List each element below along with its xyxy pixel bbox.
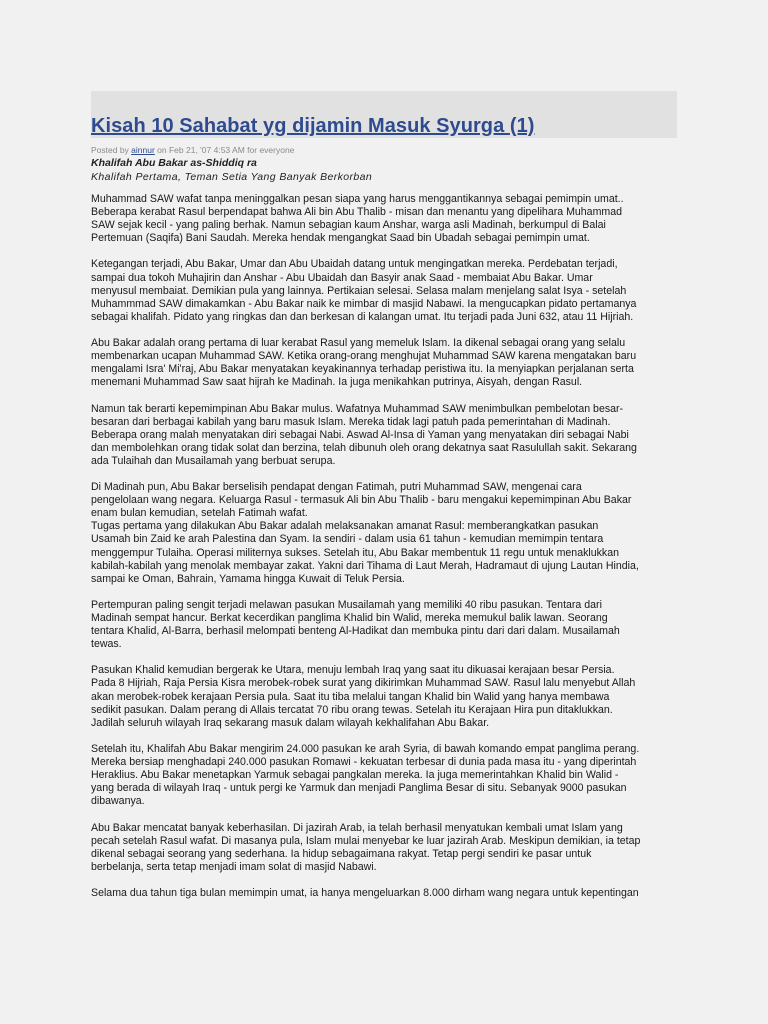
paragraph: Selama dua tahun tiga bulan memimpin umat, ia hanya mengeluarkan 8.000 dirham wang negara untuk kepentingan (91, 886, 639, 899)
post-date: on Feb 21, '07 4:53 AM for everyone (154, 145, 295, 155)
post-meta (91, 145, 294, 155)
paragraph: Di Madinah pun, Abu Bakar berselisih pendapat dengan Fatimah, putri Muhammad SAW, mengenai cara pengelolaan wang negara. Keluarga Rasul - termasuk Ali bin Abu Thalib - baru mengakui kepemimpinan Abu Bakar enam bulan kemudian, setelah Fatimah wafat. Tugas pertama yang dilakukan Abu Bakar adalah melaksanakan amanat Rasul: memberangkatkan pasukan Usamah bin Zaid ke arah Palestina dan Syam. Ia sendiri - dalam usia 61 tahun - kemudian memimpin tentara menggempur Tulaiha. Operasi militernya sukses. Setelah itu, Abu Bakar membentuk 11 regu untuk menaklukkan kabilah-kabilah yang menolak membayar zakat. Yakni dari Tihama di Laut Merah, Hadramaut di ujung Lautan Hindia, sampai ke Oman, Bahrain, Yamama hingga Kuwait di Teluk Persia. (91, 481, 639, 585)
article-subtitle: Khalifah Abu Bakar as-Shiddiq ra (91, 157, 257, 169)
paragraph: Abu Bakar adalah orang pertama di luar kerabat Rasul yang memeluk Islam. Ia dikenal sebagai orang yang selalu membenarkan ucapan Muhammad SAW. Ketika orang-orang menghujat Muhammad SAW karena mengatakan baru mengalami Isra' Mi'raj, Abu Bakar menyatakan keyakinannya terhadap peristiwa itu. Ia menyiapkan perjalanan serta menemani Muhammad Saw saat hijrah ke Madinah. Ia juga menikahkan putrinya, Aisyah, dengan Rasul. (91, 337, 637, 389)
author-link[interactable]: ainnur (131, 145, 155, 155)
article-tagline: Khalifah Pertama, Teman Setia Yang Banyak Berkorban (91, 171, 373, 183)
article-title[interactable]: Kisah 10 Sahabat yg dijamin Masuk Syurga (1) (91, 115, 535, 137)
paragraph: Abu Bakar mencatat banyak keberhasilan. Di jazirah Arab, ia telah berhasil menyatukan kembali umat Islam yang pecah setelah Rasul wafat. Di masanya pula, Islam mulai menyebar ke luar jazirah Arab. Meskipun demikian, ia tetap dikenal sebagai seorang yang sederhana. Ia hidup sebagaimana rakyat. Tetap pergi sendiri ke pasar untuk berbelanja, serta tetap menjadi imam solat di masjid Nabawi. (91, 821, 641, 873)
paragraph: Pertempuran paling sengit terjadi melawan pasukan Musailamah yang memiliki 40 ribu pasukan. Tentara dari Madinah sempat hancur. Berkat kecerdikan panglima Khalid bin Walid, mereka memukul balik lawan. Seorang tentara Khalid, Al-Barra, berhasil melompati benteng Al-Hadikat dan membuka pintu dari dari dalam. Musailamah tewas. (91, 598, 620, 651)
posted-by-label: Posted by (91, 145, 132, 155)
paragraph: Muhammad SAW wafat tanpa meninggalkan pesan siapa yang harus menggantikannya sebagai pemimpin umat.. Beberapa kerabat Rasul berpendapat bahwa Ali bin Abu Thalib - misan dan menantu yang dipelihara Muhammad SAW sejak kecil - yang paling berhak. Namun sebagian kaum Anshar, warga asli Madinah, berkumpul di Balai Pertemuan (Saqifa) Bani Saudah. Mereka hendak mengangkat Saad bin Ubadah sebagai pemimpin umat. (91, 193, 624, 245)
article-body (91, 193, 683, 913)
paragraph: Setelah itu, Khalifah Abu Bakar mengirim 24.000 pasukan ke arah Syria, di bawah komando empat panglima perang. Mereka bersiap menghadapi 240.000 pasukan Romawi - kekuatan terbesar di dunia pada masa itu - yang diperintah Heraklius. Abu Bakar menetapkan Yarmuk sebagai pangkalan mereka. Ia juga memerintahkan Khalid bin Walid - yang berada di wilayah Iraq - untuk pergi ke Yarmuk dan menjadi Panglima Besar di situ. Sebanyak 9000 pasukan dibawanya. (91, 742, 640, 808)
paragraph: Namun tak berarti kepemimpinan Abu Bakar mulus. Wafatnya Muhammad SAW menimbulkan pembelotan besar- besaran dari berbagai kabilah yang baru masuk Islam. Mereka tidak lagi patuh pada pemerintahan di Madinah. Beberapa orang malah menyatakan diri sebagai Nabi. Aswad Al-Insa di Yaman yang menyatakan diri sebagai Nabi dan membolehkan orang tidak solat dan berzina, telah dibunuh oleh orang dekatnya saat Rasulullah sakit. Sekarang ada Tulaihah dan Musailamah yang berbuat serupa. (91, 402, 637, 467)
paragraph: Pasukan Khalid kemudian bergerak ke Utara, menuju lembah Iraq yang saat itu dikuasai kerajaan besar Persia. Pada 8 Hijriah, Raja Persia Kisra merobek-robek surat yang dikirimkan Muhammad SAW. Rasul lalu menyebut Allah akan merobek-robek kerajaan Persia pula. Saat itu tiba melalui tangan Khalid bin Walid yang hanya membawa sedikit pasukan. Dalam perang di Allais tercatat 70 ribu orang tewas. Setelah itu Kerajaan Hira pun ditaklukkan. Jadilah seluruh wilayah Iraq sekarang masuk dalam wilayah kekhalifahan Abu Bakar. (91, 664, 636, 729)
paragraph: Ketegangan terjadi, Abu Bakar, Umar dan Abu Ubaidah datang untuk mengingatkan mereka. Perdebatan terjadi, sampai dua tokoh Muhajirin dan Anshar - Abu Ubaidah dan Basyir anak Saad - membaiat Abu Bakar. Umar menyusul membaiat. Demikian pula yang lainnya. Pertikaian selesai. Selasa malam menjelang salat Isya - setelah Muhammmad SAW dimakamkan - Abu Bakar naik ke mimbar di masjid Nabawi. Ia mengucapkan pidato pertamanya sebagai khalifah. Pidato yang ringkas dan dan berkesan di kalangan umat. Itu terjadi pada Juni 632, atau 11 Hijriah. (91, 258, 637, 323)
